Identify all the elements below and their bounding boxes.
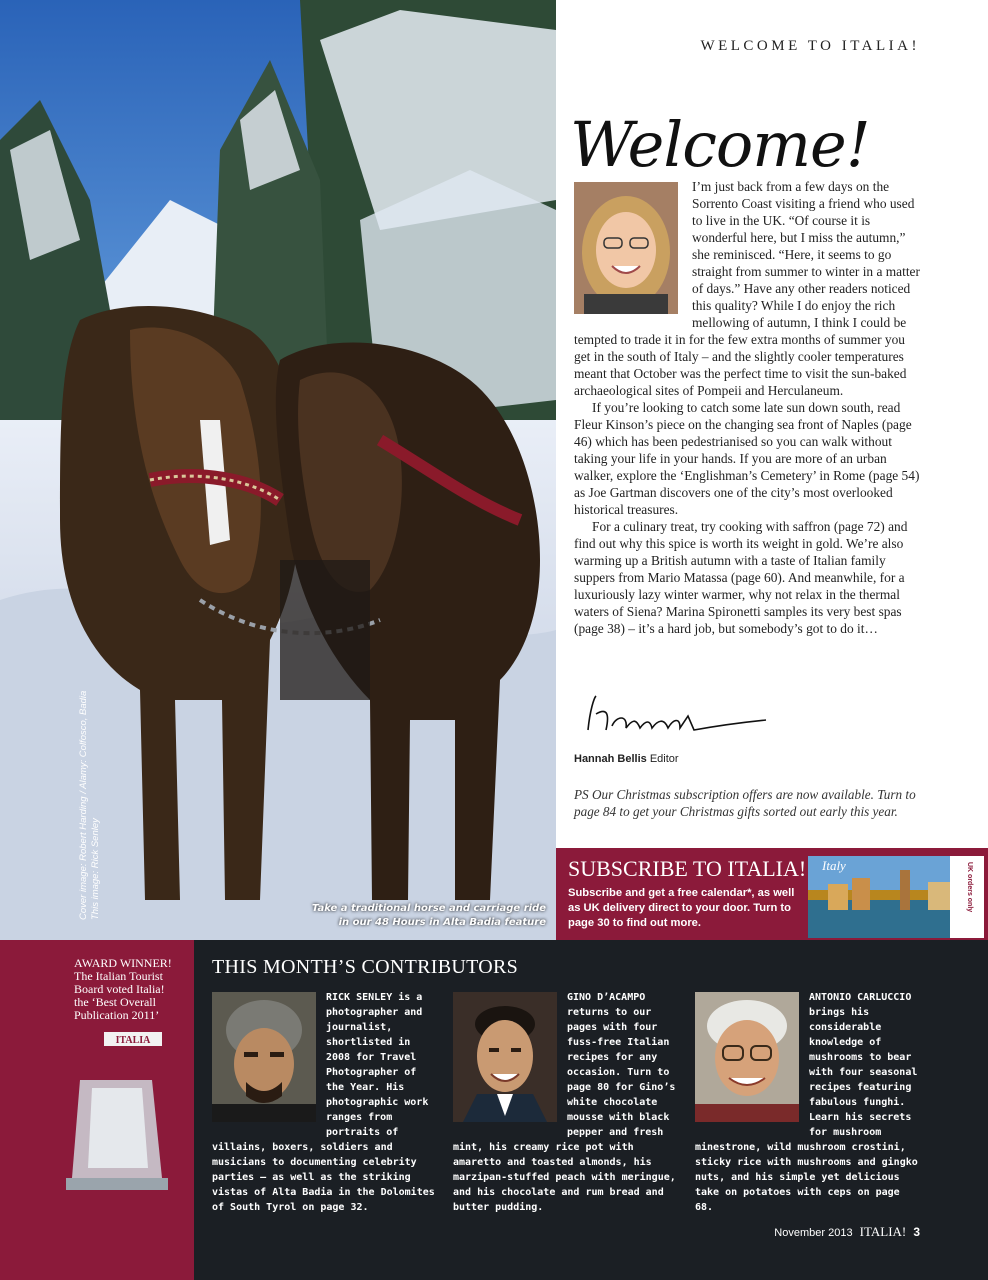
letter-paragraph: For a culinary treat, try cooking with saffron (page 72) and find out why this spice is worth its weight in gold. We’re also warming up a British autumn with a taste of Italian family suppers from Mario Matassa (page 60). And meanwhile, for a luxuriously lazy winter warmer, why not relax in the thermal waters of Siena? Marina Spironetti samples its very best spas (page 38) – it’s a hard job, but somebody’s got to do it… bbox=[574, 519, 908, 636]
subscribe-title: SUBSCRIBE TO ITALIA! bbox=[568, 856, 807, 881]
trophy-brand: ITALIA bbox=[115, 1035, 151, 1046]
contributor-portrait bbox=[695, 992, 799, 1122]
calendar-cover-image bbox=[808, 856, 984, 938]
editor-signature bbox=[576, 690, 776, 740]
editor-name: Hannah Bellis bbox=[574, 753, 647, 765]
letter-paragraph: I’m just back from a few days on the Sorrento Coast visiting a friend who used to live in the UK. “Of course it is wonderful here, but I miss the autumn,” she reminisced. “Here, it seems to go straight from summer to winter in a matter of days.” Have any other readers noticed this quality? While I do enjoy the rich mellowing of autumn, I think I could be tempted to trade it in for the few extra months of summer you get in the south of Italy – and the slightly cooler temperatures meant that October was the perfect time to visit the sun-baked archaeological sites of Pompeii and Herculaneum. bbox=[574, 179, 920, 398]
contributor-card bbox=[212, 990, 440, 1215]
page-footer bbox=[760, 1224, 920, 1240]
page-number: 3 bbox=[913, 1225, 920, 1239]
credit-this-image: This image: Rick Senley bbox=[90, 818, 101, 920]
subscribe-banner[interactable] bbox=[556, 848, 988, 940]
award-text bbox=[74, 957, 184, 1022]
editor-credit bbox=[574, 753, 679, 765]
contributor-portrait bbox=[453, 992, 557, 1122]
contributor-bio: RICK SENLEY is a photographer and journalist, shortlisted in 2008 for Travel Photographer of the Year. His photographic work ranges from portraits of villains, boxers, soldiers and musicians to documenting celebrity parties – as well as the striking vistas of Alta Badia in the Dolomites of South Tyrol on page 32. bbox=[212, 992, 435, 1213]
photo-credit bbox=[78, 660, 102, 920]
issue-date: November 2013 bbox=[774, 1227, 853, 1239]
award-line: AWARD WINNER! bbox=[74, 956, 172, 970]
editor-role: Editor bbox=[649, 753, 679, 765]
award-line: Publication 2011’ bbox=[74, 1008, 160, 1022]
subscribe-text: Subscribe and get a free calendar*, as well as UK delivery direct to your door. Turn to page 30 to find out more. bbox=[568, 887, 795, 929]
footer-brand: ITALIA! bbox=[859, 1224, 907, 1239]
page-title: Welcome! bbox=[570, 108, 870, 181]
contributor-bio: ANTONIO CARLUCCIO brings his considerable knowledge of mushrooms to bear with four seasonal recipes featuring fabulous funghi. Learn his secrets for mushroom minestrone, wild mushroom crostini, sticky rice with mushrooms and gingko nuts, and his simple yet delicious take on potatoes with ceps on page 68. bbox=[695, 992, 918, 1213]
award-line: The Italian Tourist bbox=[74, 969, 163, 983]
uk-orders-note: UK orders only bbox=[966, 862, 973, 913]
credit-cover: Cover image: Robert Harding / Alamy: Colfosco, Badia bbox=[78, 690, 89, 920]
contributor-bio: GINO D’ACAMPO returns to our pages with four fuss-free Italian recipes for any occasion. Turn to page 80 for Gino’s white chocolate mousse with black pepper and fresh mint, his creamy rice pot with amaretto and toasted almonds, his marzipan-stuffed peach with meringue, and his chocolate and rum bread and butter pudding. bbox=[453, 992, 676, 1213]
contributors-title: THIS MONTH’S CONTRIBUTORS bbox=[212, 956, 519, 978]
award-trophy-image bbox=[62, 1028, 172, 1194]
award-line: the ‘Best Overall bbox=[74, 995, 156, 1009]
editor-letter bbox=[574, 178, 924, 637]
letter-paragraph: If you’re looking to catch some late sun down south, read Fleur Kinson’s piece on the changing sea front of Naples (page 46) which has been pedestrianised so you can walk without taking your life in your hands. If you are more of an urban walker, explore the ‘Englishman’s Cemetery’ in Rome (page 54) as Joe Gartman discovers one of the city’s most overlooked historical treasures. bbox=[574, 400, 920, 517]
award-line: Board voted Italia! bbox=[74, 982, 165, 996]
contributor-card bbox=[453, 990, 681, 1215]
photo-caption: Take a traditional horse and carriage ride in our 48 Hours in Alta Badia feature bbox=[311, 903, 546, 928]
contributor-card bbox=[695, 990, 923, 1215]
contributor-portrait bbox=[212, 992, 316, 1122]
section-label: WELCOME TO ITALIA! bbox=[700, 38, 920, 54]
calendar-brand: Italy bbox=[822, 858, 846, 873]
postscript: PS Our Christmas subscription offers are now available. Turn to page 84 to get your Christmas gifts sorted out early this year. bbox=[574, 787, 916, 819]
